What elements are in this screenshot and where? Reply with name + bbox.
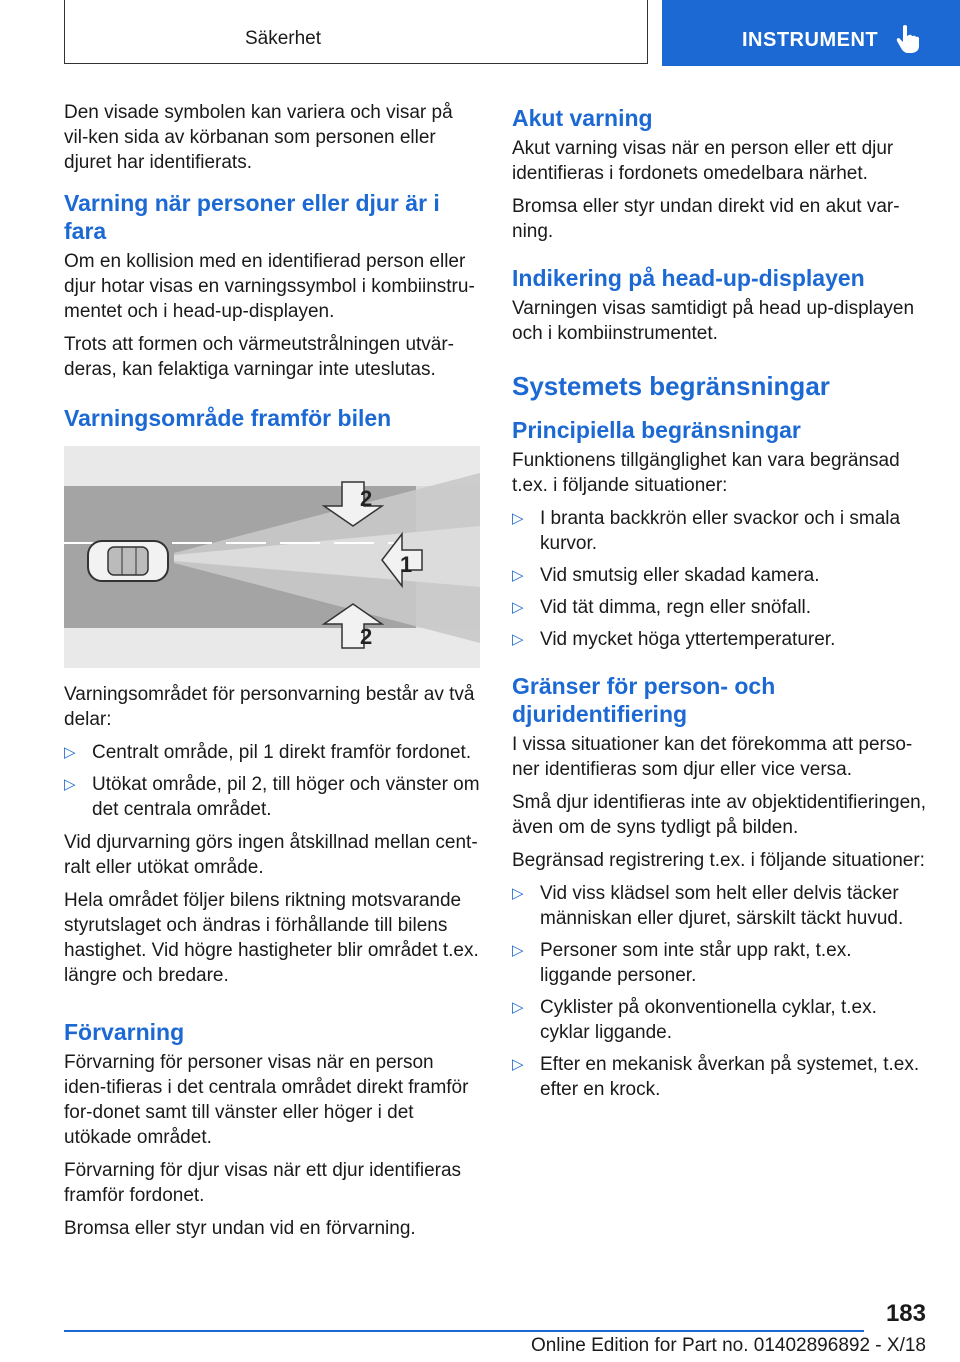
list-item: ▷ Vid smutsig eller skadad kamera. xyxy=(512,565,820,586)
heading-acute-warning: Akut varning xyxy=(512,105,653,131)
triangle-bullet-icon: ▷ xyxy=(512,1056,524,1073)
list-item: ▷ Cyklister på okonventionella cyklar, t.ex. cyklar liggande. xyxy=(512,997,877,1043)
list-item: ▷ Efter en mekanisk åverkan på systemet, t.ex. efter en krock. xyxy=(512,1054,920,1100)
chapter-tab[interactable] xyxy=(662,0,960,66)
edition-note: Online Edition for Part no. 01402896892 - X/18 xyxy=(530,1335,926,1356)
left-column xyxy=(64,100,480,1249)
list-item: ▷ I branta backkrön eller svackor och i smala kurvor. xyxy=(512,508,901,554)
section-title: Säkerhet xyxy=(244,28,321,49)
triangle-bullet-icon: ▷ xyxy=(512,942,524,959)
triangle-bullet-icon: ▷ xyxy=(512,885,524,902)
triangle-bullet-icon: ▷ xyxy=(512,567,524,584)
paragraph: Vid djurvarning görs ingen åtskillnad mellan cent-ralt eller utökat område. xyxy=(64,832,478,878)
paragraph: Trots att formen och värmeutstrålningen utvär-deras, kan felaktiga varningar inte uteslutas. xyxy=(64,334,455,380)
triangle-bullet-icon: ▷ xyxy=(512,631,524,648)
paragraph: Hela området följer bilens riktning motsvarande styrutslaget och ändras i förhållande till bilens hastighet. Vid högre hastigheter blir området t.ex. längre och bredare. xyxy=(64,890,479,986)
heading-danger-warning: Varning när personer eller djur är i fara xyxy=(64,190,440,244)
paragraph: Bromsa eller styr undan direkt vid en akut var-ning. xyxy=(512,196,900,242)
list-item: ▷ Vid mycket höga yttertemperaturer. xyxy=(512,629,836,650)
paragraph: Varningsområdet för personvarning består av två delar: xyxy=(64,684,475,730)
paragraph: Funktionens tillgänglighet kan vara begränsad t.ex. i följande situationer: xyxy=(512,450,900,496)
list-item: ▷ Utökat område, pil 2, till höger och vänster om det centrala området. xyxy=(64,774,480,820)
triangle-bullet-icon: ▷ xyxy=(512,999,524,1016)
heading-warning-area: Varningsområde framför bilen xyxy=(64,405,392,431)
list-item: ▷ Personer som inte står upp rakt, t.ex. liggande personer. xyxy=(512,940,852,986)
hand-pointer-icon xyxy=(896,24,920,54)
principal-list xyxy=(512,506,928,652)
right-column xyxy=(512,100,928,1110)
triangle-bullet-icon: ▷ xyxy=(64,744,76,761)
page-number: 183 xyxy=(885,1300,926,1327)
paragraph: I vissa situationer kan det förekomma att perso-ner identifieras som djur eller vice versa. xyxy=(512,734,913,780)
triangle-bullet-icon: ▷ xyxy=(512,599,524,616)
paragraph: Akut varning visas när en person eller ett djur identifieras i fordonets omedelbara närhet. xyxy=(512,138,894,184)
paragraph: Små djur identifieras inte av objektidentifieringen, även om de syns tydligt på bilden. xyxy=(512,792,927,838)
arrow-label-1: 1 xyxy=(400,552,413,577)
heading-identification-limits: Gränser för person- och djuridentifiering xyxy=(512,673,776,727)
list-item: ▷ Vid viss klädsel som helt eller delvis täcker människan eller djuret, särskilt täckt huvud. xyxy=(512,883,904,929)
list-item: ▷ Centralt område, pil 1 direkt framför fordonet. xyxy=(64,742,472,763)
car-topview xyxy=(88,541,168,581)
arrow-label-2-bottom: 2 xyxy=(360,624,373,649)
triangle-bullet-icon: ▷ xyxy=(64,776,76,793)
heading-prewarning: Förvarning xyxy=(64,1019,185,1045)
paragraph: Om en kollision med en identifierad person eller djur hotar visas en varningssymbol i kombiinstru-mentet och i head-up-displayen. xyxy=(64,251,475,322)
arrow-label-2-top: 2 xyxy=(360,486,373,511)
paragraph: Förvarning för djur visas när ett djur identifieras framför fordonet. xyxy=(64,1160,462,1206)
heading-hud-indication: Indikering på head-up-displayen xyxy=(512,265,865,291)
heading-system-limits: Systemets begränsningar xyxy=(512,371,830,401)
footer-divider xyxy=(64,1330,864,1332)
header-section-box xyxy=(64,0,648,64)
paragraph: Begränsad registrering t.ex. i följande situationer: xyxy=(512,850,925,871)
identification-list xyxy=(512,881,928,1102)
warning-area-diagram xyxy=(64,446,480,668)
paragraph: Bromsa eller styr undan vid en förvarning. xyxy=(64,1218,416,1239)
list-item: ▷ Vid tät dimma, regn eller snöfall. xyxy=(512,597,812,618)
paragraph: Förvarning för personer visas när en person iden-tifieras i det centrala området direkt framför for-donet samt till vänster eller höger i det utökade området. xyxy=(64,1052,469,1148)
intro-paragraph: Den visade symbolen kan variera och visar på vil-ken sida av körbanan som personen eller djuret har identifierats. xyxy=(64,102,453,173)
paragraph: Varningen visas samtidigt på head up-displayen och i kombiinstrumentet. xyxy=(512,298,915,344)
triangle-bullet-icon: ▷ xyxy=(512,510,524,527)
heading-principal-limits: Principiella begränsningar xyxy=(512,417,801,443)
chapter-title: INSTRUMENT xyxy=(742,29,879,51)
area-list xyxy=(64,740,480,822)
